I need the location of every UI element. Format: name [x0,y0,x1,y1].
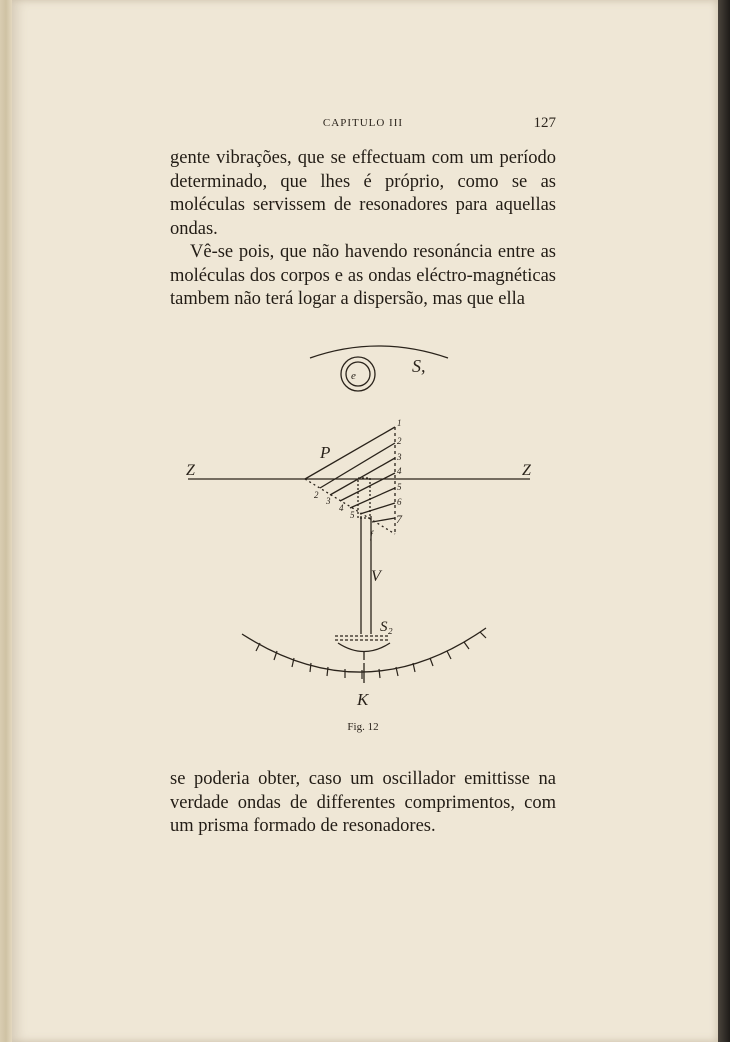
page-right-shadow [718,0,730,1042]
number-left-3: 3 [326,496,331,506]
number-right-2: 2 [397,436,402,446]
source-arc-s1 [310,346,448,358]
label-z-right: Z [522,462,531,479]
figure-12-diagram [180,338,550,718]
number-right-6: 6 [397,497,402,507]
label-k: K [357,690,369,709]
chapter-title: CAPITULO III [322,117,404,129]
label-e: e [351,370,356,382]
prism-lower-edge [305,479,395,534]
paragraph: Vê-se pois, que não havendo resonáncia entre as moléculas dos corpos e as ondas eléctro-magnéticas tambem não terá logar a dispersão, mas que ella [170,242,556,309]
number-left-4: 4 [339,503,344,513]
body-text-bottom [170,768,556,839]
resonator-line [360,503,395,514]
reflector-s2 [338,643,390,652]
number-right-1: 1 [397,418,402,428]
label-s2: S₂ [380,619,393,635]
label-f: f [370,530,373,541]
label-p: P [320,443,331,462]
running-head [170,117,556,137]
number-right-7: 7 [396,512,402,526]
source-inner-circle [346,362,370,386]
number-right-3: 3 [397,452,402,462]
book-gutter-edge [0,0,12,1042]
paragraph-continued: se poderia obter, caso um oscillador emittisse na verdade ondas de differentes comprimentos, com um prisma formado de resonadores. [170,769,556,836]
number-left-2: 2 [314,490,319,500]
page-number: 127 [533,115,556,131]
label-z-left: Z [186,462,195,479]
figure-caption: Fig. 12 [347,721,379,733]
number-right-5: 5 [397,482,402,492]
label-s1: S, [412,356,426,376]
number-left-5: 5 [350,510,355,520]
body-text-top [170,147,556,312]
prism-hypotenuse [305,427,395,479]
resonator-line [340,473,395,501]
number-right-4: 4 [397,466,402,476]
resonator-line [372,518,395,522]
paragraph-continued: gente vibrações, que se effectuam com um período determinado, que lhes é próprio, como se as moléculas servissem de resonadores para aquellas ondas. [170,148,556,239]
label-v: V [371,568,381,585]
resonator-prism-diagram [180,338,550,718]
